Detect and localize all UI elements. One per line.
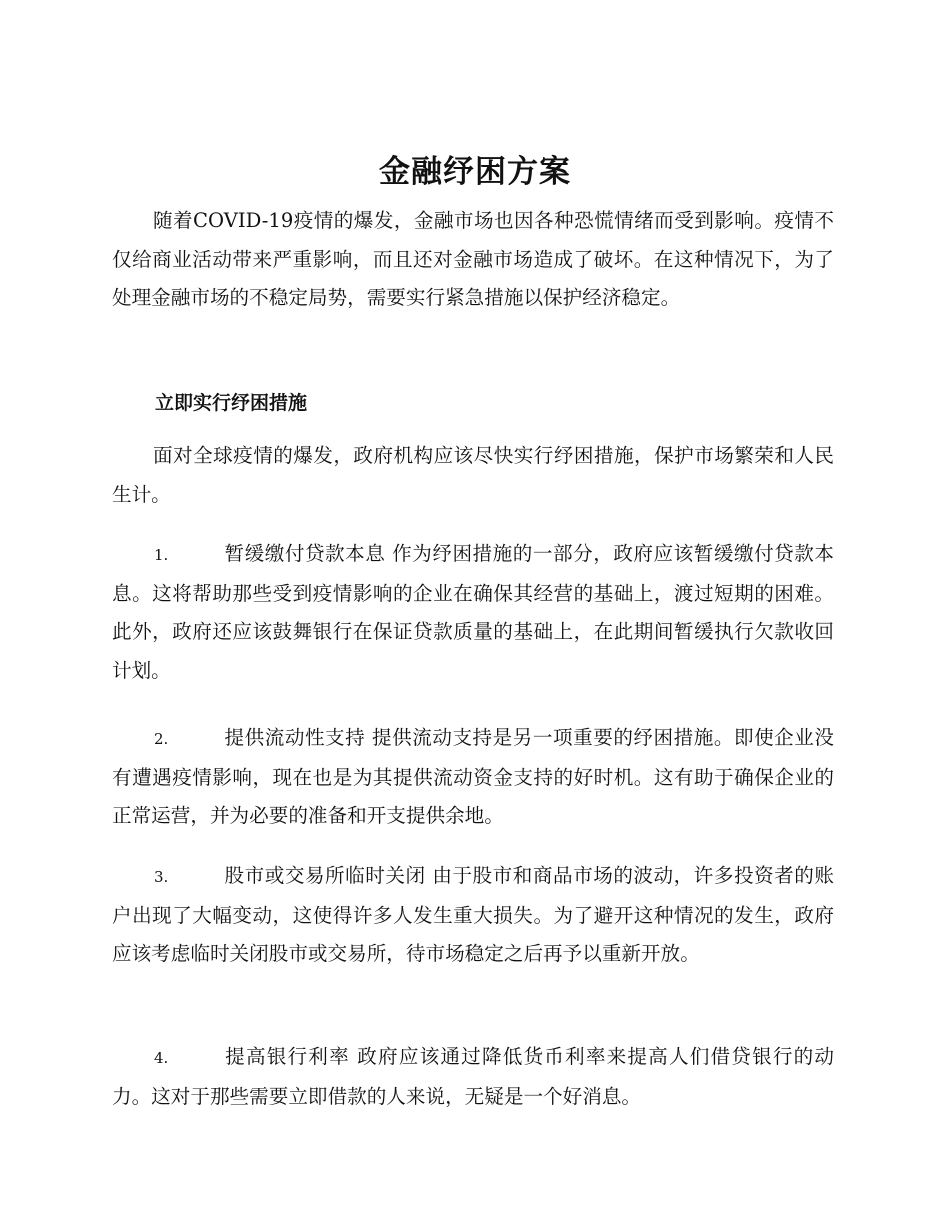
list-item — [112, 857, 834, 974]
document-title: 金融纾困方案 — [379, 154, 571, 190]
intro-paragraph: 随着COVID-19疫情的爆发，金融市场也因各种恐慌情绪而受到影响。疫情不仅给商业活动带来严重影响，而且还对金融市场造成了破坏。在这种情况下，为了处理金融市场的不稳定局势，需要实行紧急措施以保护经济稳定。 — [112, 209, 834, 309]
list-item-text: 股市或交易所临时关闭 由于股市和商品市场的波动，许多投资者的账户出现了大幅变动，这使得许多人发生重大损失。为了避开这种情况的发生，政府应该考虑临时关闭股市或交易所，待市场稳定之后再予以重新开放。 — [112, 864, 834, 965]
list-item — [112, 1038, 834, 1116]
list-item-text: 暂缓缴付贷款本息 作为纾困措施的一部分，政府应该暂缓缴付贷款本息。这将帮助那些受到疫情影响的企业在确保其经营的基础上，渡过短期的困难。此外，政府还应该鼓舞银行在保证贷款质量的基础上，在此期间暂缓执行欠款收回计划。 — [112, 542, 834, 682]
section-intro-paragraph: 面对全球疫情的爆发，政府机构应该尽快实行纾困措施，保护市场繁荣和人民生计。 — [112, 444, 834, 506]
list-item-number: 3. — [154, 868, 169, 886]
list-item-number: 4. — [154, 1049, 169, 1067]
list-item-number: 1. — [154, 546, 169, 564]
section-heading: 立即实行纾困措施 — [155, 392, 308, 414]
list-item — [112, 719, 834, 836]
list-item-text: 提供流动性支持 提供流动支持是另一项重要的纾困措施。即使企业没有遭遇疫情影响，现在也是为其提供流动资金支持的好时机。这有助于确保企业的正常运营，并为必要的准备和开支提供余地。 — [112, 726, 834, 827]
list-item — [112, 535, 834, 690]
list-item-text: 提高银行利率 政府应该通过降低货币利率来提高人们借贷银行的动力。这对于那些需要立即借款的人来说，无疑是一个好消息。 — [112, 1045, 834, 1108]
list-item-number: 2. — [154, 730, 169, 748]
